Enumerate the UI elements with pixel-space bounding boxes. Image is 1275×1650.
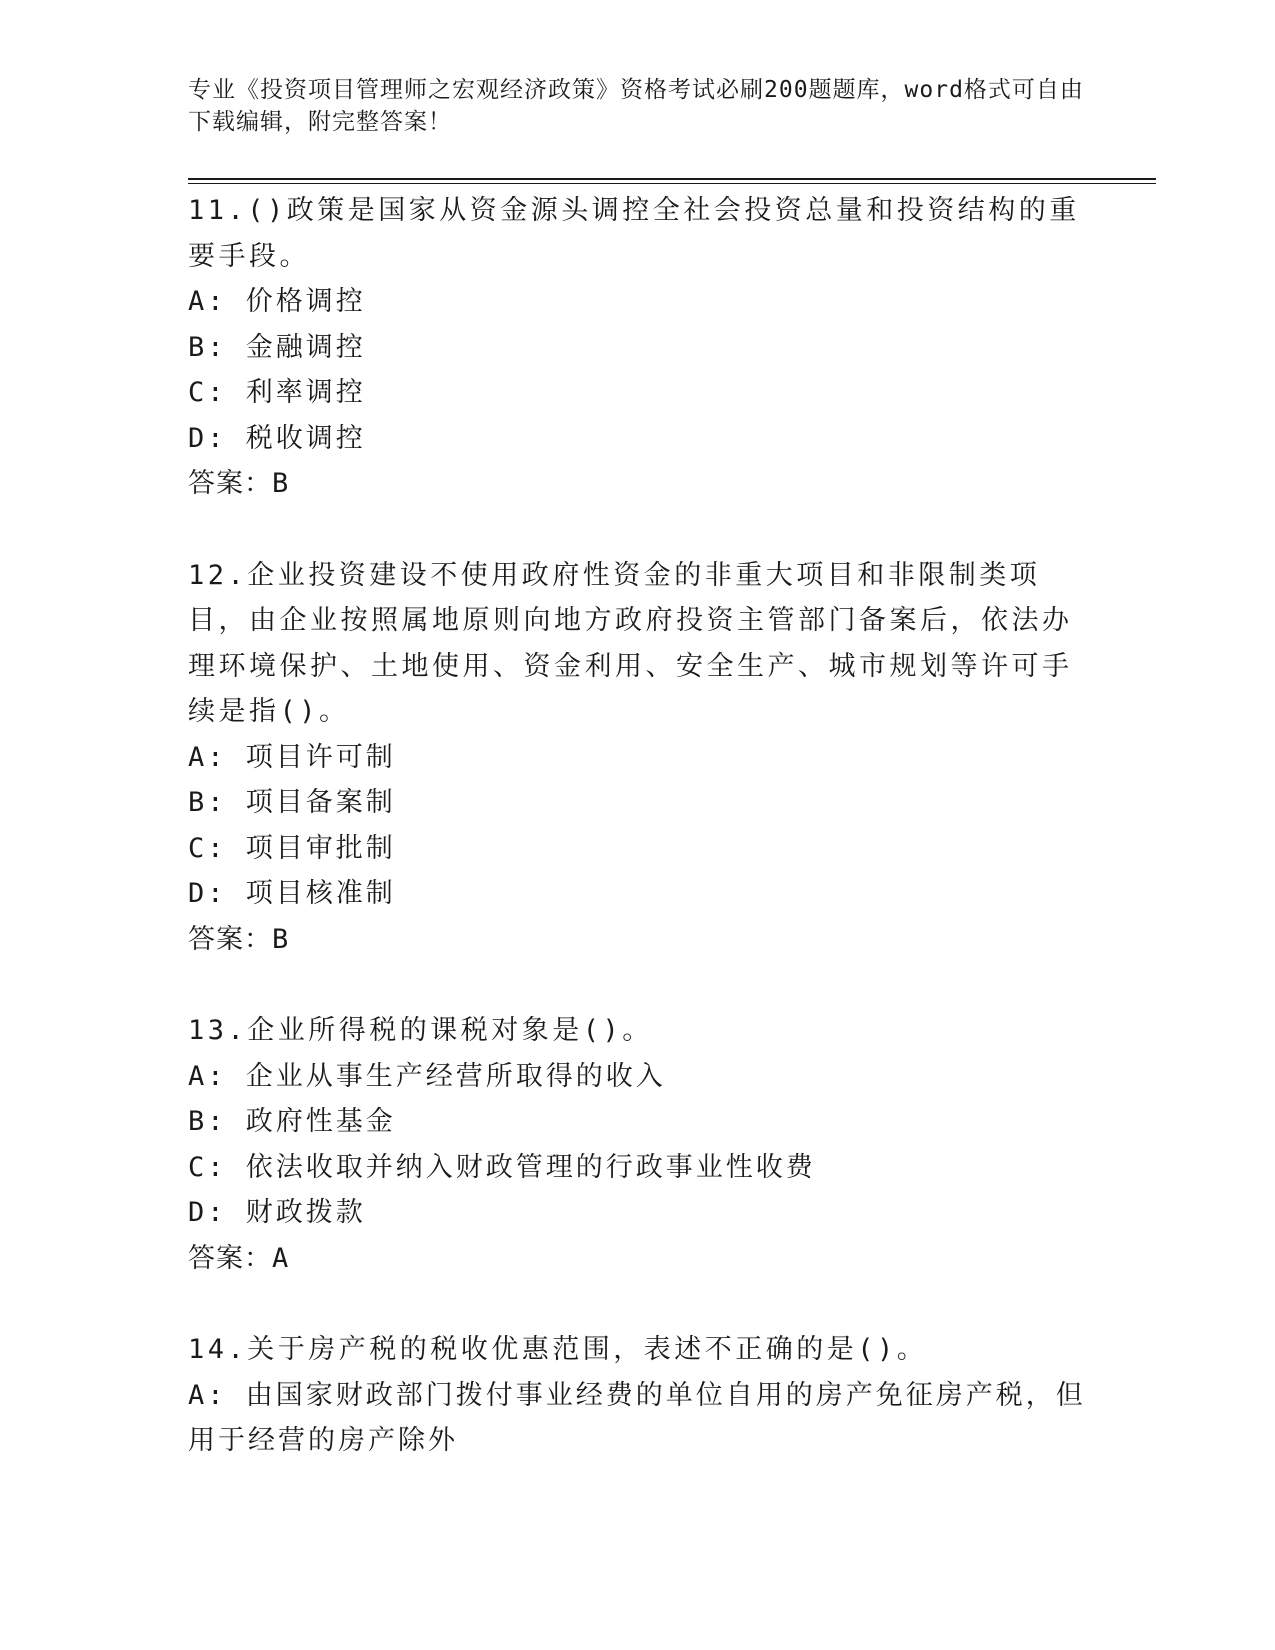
question-stem: 12.企业投资建设不使用政府性资金的非重大项目和非限制类项目，由企业按照属地原则向地方政府投资主管部门备案后，依法办理环境保护、土地使用、资金利用、安全生产、城市规划等许可手续是指()。 (188, 559, 1073, 727)
option-a: A: 企业从事生产经营所取得的收入 (188, 1060, 666, 1092)
question-13 (188, 1008, 1088, 1281)
document-header: 专业《投资项目管理师之宏观经济政策》资格考试必刷200题题库，word格式可自由下载编辑，附完整答案！ (188, 77, 1084, 135)
option-a: A: 由国家财政部门拨付事业经费的单位自用的房产免征房产税，但用于经营的房产除外 (188, 1379, 1086, 1456)
option-b: B: 项目备案制 (188, 787, 396, 818)
answer: 答案：B (188, 923, 290, 955)
answer: 答案：B (188, 468, 290, 499)
question-12 (188, 553, 1088, 963)
option-d: D: 财政拨款 (188, 1197, 366, 1228)
option-a: A: 价格调控 (188, 286, 366, 317)
option-c: C: 项目审批制 (188, 832, 396, 864)
question-stem: 13.企业所得税的课税对象是()。 (188, 1015, 653, 1046)
option-b: B: 金融调控 (188, 331, 366, 363)
question-11 (188, 188, 1088, 507)
option-c: C: 利率调控 (188, 377, 366, 408)
option-c: C: 依法收取并纳入财政管理的行政事业性收费 (188, 1151, 816, 1183)
question-stem: 14.关于房产税的税收优惠范围，表述不正确的是()。 (188, 1334, 928, 1365)
answer: 答案：A (188, 1242, 290, 1274)
question-14 (188, 1327, 1088, 1464)
option-d: D: 项目核准制 (188, 878, 396, 909)
question-list (188, 188, 1088, 1464)
header-divider-thick (188, 178, 1156, 180)
question-stem: 11.()政策是国家从资金源头调控全社会投资总量和投资结构的重要手段。 (188, 195, 1080, 272)
option-a: A: 项目许可制 (188, 741, 396, 773)
header-divider-thin (188, 183, 1156, 184)
option-b: B: 政府性基金 (188, 1106, 396, 1137)
option-d: D: 税收调控 (188, 422, 366, 454)
